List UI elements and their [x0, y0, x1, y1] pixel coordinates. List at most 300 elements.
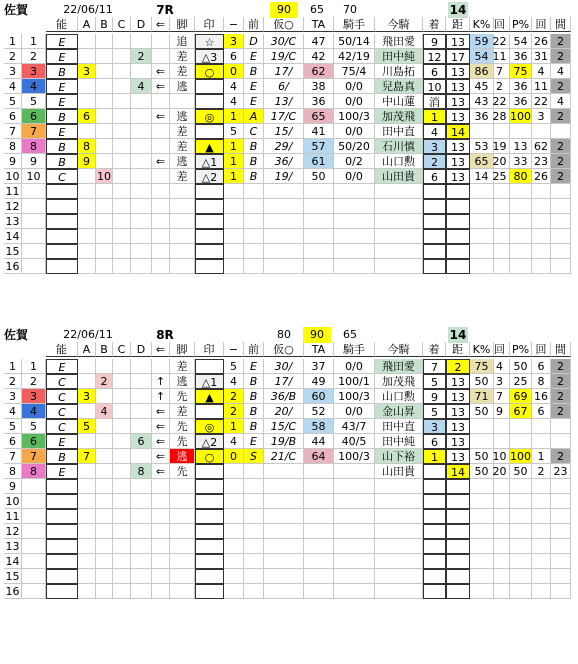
col-header-6: 脚: [170, 342, 195, 357]
cell-r16-c8: [152, 259, 170, 274]
cell-r10-c15: 0/0: [334, 169, 375, 184]
cell-r2-c5: [96, 49, 113, 64]
cell-r4-c16: 兒島真: [375, 79, 423, 94]
cell-r10-c13: 19/: [264, 169, 304, 184]
cell-r5-c6: [113, 94, 131, 109]
cell-r10-c4: [78, 169, 96, 184]
col-header-19: 回: [532, 17, 551, 32]
cell-r15-c15: [334, 569, 375, 584]
cell-r8-c9: 差: [170, 139, 195, 154]
circle-mark: ○: [195, 449, 224, 464]
cell-r5-c8: ⇐: [152, 419, 170, 434]
cell-r4-c2: 4: [22, 404, 46, 419]
cell-r14-c14: [304, 229, 334, 244]
cell-r8-c1: 8: [4, 139, 22, 154]
cell-r10-c8: [152, 494, 170, 509]
cell-r2-c13: 19/C: [264, 49, 304, 64]
cell-r4-c1: 4: [4, 79, 22, 94]
cell-r5-c19: 43: [470, 94, 494, 109]
cell-r3-c23: 4: [551, 64, 571, 79]
cell-r2-c4: [78, 49, 96, 64]
cell-r13-c20: [490, 539, 510, 554]
cell-r14-c15: [334, 229, 375, 244]
cell-r15-c17: [423, 569, 446, 584]
cell-r4-c8: ⇐: [152, 79, 170, 94]
top-value-1: 80: [277, 328, 291, 341]
cell-r16-c4: [78, 584, 96, 599]
cell-r16-c17: [423, 259, 446, 274]
cell-r2-c12: B: [244, 374, 264, 389]
cell-r4-c4: [78, 404, 96, 419]
cell-r9-c3: B: [46, 154, 78, 169]
cell-r4-c9: 差: [170, 404, 195, 419]
cell-r8-c14: [304, 464, 334, 479]
cell-r14-c21: [510, 554, 532, 569]
cell-r1-c18: 2: [446, 359, 470, 374]
cell-r11-c5: [96, 509, 113, 524]
cell-r12-c4: [78, 199, 96, 214]
cell-r11-c6: [113, 509, 131, 524]
cell-r1-c15: 50/14: [334, 34, 375, 49]
cell-r8-c4: [78, 464, 96, 479]
cell-r1-c9: 差: [170, 359, 195, 374]
cell-r15-c10: [195, 244, 224, 259]
cell-r6-c16: 田中純: [375, 434, 423, 449]
cell-r6-c2: 6: [22, 434, 46, 449]
cell-r8-c7: [131, 139, 152, 154]
cell-r14-c12: [244, 554, 264, 569]
cell-r14-c20: [490, 229, 510, 244]
cell-r2-c21: 36: [510, 49, 532, 64]
cell-r6-c3: B: [46, 109, 78, 124]
cell-r11-c6: [113, 184, 131, 199]
cell-r11-c18: [446, 509, 470, 524]
cell-r3-c12: B: [244, 389, 264, 404]
cell-r13-c14: [304, 539, 334, 554]
cell-r4-c15: 0/0: [334, 404, 375, 419]
cell-r15-c3: [46, 569, 78, 584]
cell-r14-c3: [46, 229, 78, 244]
cell-r3-c19: 71: [470, 389, 494, 404]
cell-r7-c2: 7: [22, 449, 46, 464]
cell-r12-c15: [334, 199, 375, 214]
cell-r15-c14: [304, 569, 334, 584]
cell-r14-c13: [264, 554, 304, 569]
cell-r13-c1: [4, 214, 22, 229]
cell-r11-c2: [22, 509, 46, 524]
cell-r2-c23: 2: [551, 49, 571, 64]
cell-r11-c12: [244, 184, 264, 199]
cell-r13-c18: [446, 539, 470, 554]
cell-r2-c16: 田中純: [375, 49, 423, 64]
cell-r2-c1: 2: [4, 49, 22, 64]
cell-r9-c6: [113, 154, 131, 169]
cell-r11-c21: [510, 509, 532, 524]
race-number: 8R: [156, 328, 174, 342]
cell-r13-c6: [113, 539, 131, 554]
cell-r13-c15: [334, 214, 375, 229]
cell-r1-c1: 1: [4, 34, 22, 49]
cell-r7-c2: 7: [22, 124, 46, 139]
cell-r16-c16: [375, 584, 423, 599]
cell-r16-c5: [96, 259, 113, 274]
cell-r1-c1: 1: [4, 359, 22, 374]
cell-r11-c11: [224, 509, 244, 524]
top-value-2: 90: [303, 327, 331, 343]
cell-r8-c14: 57: [304, 139, 334, 154]
cell-r3-c15: 75/4: [334, 64, 375, 79]
cell-r16-c17: [423, 584, 446, 599]
cell-r6-c23: 2: [551, 109, 571, 124]
col-header-16: K%: [470, 342, 494, 357]
cell-r5-c18: 13: [446, 419, 470, 434]
cell-r1-c12: D: [244, 34, 264, 49]
col-header-8: −: [224, 342, 244, 357]
cell-r3-c14: 62: [304, 64, 334, 79]
cell-r2-c11: 6: [224, 49, 244, 64]
cell-r9-c15: 0/2: [334, 154, 375, 169]
cell-r5-c2: 5: [22, 94, 46, 109]
cell-r7-c13: 15/: [264, 124, 304, 139]
cell-r7-c14: 64: [304, 449, 334, 464]
cell-r15-c8: [152, 569, 170, 584]
cell-r6-c21: 100: [510, 110, 531, 123]
row-number: 12: [5, 200, 20, 213]
cell-r7-c9: 逃: [170, 449, 195, 464]
cell-r13-c20: [490, 214, 510, 229]
row-number: 13: [5, 540, 20, 553]
cell-r10-c6: [113, 494, 131, 509]
cell-r2-c3: E: [46, 49, 78, 64]
cell-r5-c9: [170, 94, 195, 109]
cell-r15-c4: [78, 244, 96, 259]
cell-r4-c7: [131, 404, 152, 419]
cell-r16-c9: [170, 584, 195, 599]
cell-r14-c10: [195, 554, 224, 569]
cell-r4-c12: E: [244, 79, 264, 94]
cell-r10-c3: C: [46, 169, 78, 184]
cell-r2-c22: 8: [532, 374, 551, 389]
cell-r11-c14: [304, 509, 334, 524]
cell-r5-c14: 36: [304, 94, 334, 109]
cell-r4-c3: C: [46, 404, 78, 419]
cell-r2-c12: E: [244, 49, 264, 64]
row-number: 11: [5, 510, 20, 523]
cell-r16-c23: [551, 584, 571, 599]
cell-r16-c18: [446, 259, 470, 274]
cell-r2-c8: [152, 49, 170, 64]
cell-r12-c10: [195, 199, 224, 214]
cell-r4-c6: [113, 404, 131, 419]
cell-r14-c17: [423, 229, 446, 244]
cell-r11-c7: [131, 184, 152, 199]
cell-r8-c21: 13: [510, 139, 532, 154]
cell-r4-c13: 6/: [264, 79, 304, 94]
cell-r9-c1: [4, 479, 22, 494]
cell-r13-c3: [46, 539, 78, 554]
cell-r2-c15: 42/19: [334, 49, 375, 64]
cell-r9-c19: 65: [470, 154, 494, 169]
cell-r2-c13: 17/: [264, 374, 304, 389]
cell-r16-c7: [131, 584, 152, 599]
cell-r14-c15: [334, 554, 375, 569]
cell-r9-c9: 逃: [170, 154, 195, 169]
cell-r3-c17: 6: [423, 64, 446, 79]
cell-r12-c13: [264, 199, 304, 214]
cell-r11-c15: [334, 184, 375, 199]
cell-r12-c22: [532, 199, 551, 214]
cell-r16-c23: [551, 259, 571, 274]
cell-r11-c23: [551, 184, 571, 199]
cell-r6-c21: [510, 434, 532, 449]
cell-r10-c9: 差: [170, 169, 195, 184]
race-date: 22/06/11: [63, 3, 113, 16]
cell-r1-c4: [78, 359, 96, 374]
cell-r14-c6: [113, 229, 131, 244]
row-number: 16: [5, 585, 20, 598]
cell-r8-c2: 8: [22, 464, 46, 479]
cell-r16-c8: [152, 584, 170, 599]
cell-r15-c5: [96, 569, 113, 584]
cell-r12-c5: [96, 199, 113, 214]
cell-r12-c22: [532, 524, 551, 539]
cell-r10-c8: [152, 169, 170, 184]
cell-r5-c8: [152, 94, 170, 109]
col-header-15: 距: [446, 342, 470, 357]
cell-r3-c16: 山口勲: [375, 389, 423, 404]
cell-r4-c12: B: [244, 404, 264, 419]
cell-r13-c12: [244, 214, 264, 229]
cell-r8-c13: [264, 464, 304, 479]
cell-r12-c9: [170, 199, 195, 214]
cell-r8-c1: 8: [4, 464, 22, 479]
cell-r9-c7: [131, 479, 152, 494]
col-header-1: A: [78, 342, 96, 357]
cell-r4-c6: [113, 79, 131, 94]
cell-r1-c19: 75: [470, 359, 494, 374]
cell-r13-c21: [510, 214, 532, 229]
cell-r9-c18: 13: [446, 154, 470, 169]
cell-r10-c16: 山田貴: [375, 169, 423, 184]
cell-r8-c16: 石川慎: [375, 139, 423, 154]
triangle-outline-3: △3: [195, 49, 224, 64]
triangle-outline-2: △2: [195, 434, 224, 449]
top-value-3: 65: [343, 328, 357, 341]
cell-r7-c11: 5: [224, 124, 244, 139]
cell-r4-c20: 9: [490, 404, 510, 419]
cell-r1-c12: E: [244, 359, 264, 374]
cell-r15-c16: [375, 569, 423, 584]
cell-r13-c7: [131, 539, 152, 554]
cell-r11-c8: [152, 184, 170, 199]
cell-r4-c14: 52: [304, 404, 334, 419]
cell-r4-c22: 6: [532, 404, 551, 419]
cell-r2-c14: 49: [304, 374, 334, 389]
cell-r11-c8: [152, 509, 170, 524]
cell-r13-c21: [510, 539, 532, 554]
col-header-15: 距: [446, 17, 470, 32]
cell-r8-c23: 23: [551, 464, 571, 479]
cell-r15-c17: [423, 244, 446, 259]
cell-r12-c16: [375, 524, 423, 539]
cell-r1-c19: 59: [470, 34, 494, 49]
top-value-2: 65: [310, 3, 324, 16]
cell-r11-c4: [78, 184, 96, 199]
cell-r16-c15: [334, 259, 375, 274]
cell-r13-c1: [4, 539, 22, 554]
cell-r10-c19: 14: [470, 169, 494, 184]
cell-r9-c5: [96, 479, 113, 494]
cell-r3-c17: 9: [423, 389, 446, 404]
cell-r5-c3: C: [46, 419, 78, 434]
cell-r13-c23: [551, 539, 571, 554]
cell-r15-c1: [4, 244, 22, 259]
cell-r4-c3: E: [46, 79, 78, 94]
col-header-2: B: [96, 17, 113, 32]
cell-r5-c12: E: [244, 94, 264, 109]
cell-r14-c1: [4, 229, 22, 244]
cell-r15-c12: [244, 244, 264, 259]
cell-r8-c9: 先: [170, 464, 195, 479]
row-number: 9: [9, 480, 16, 493]
cell-r10-c5: 10: [97, 170, 111, 183]
cell-r9-c7: [131, 154, 152, 169]
cell-r2-c22: 31: [532, 49, 551, 64]
cell-r6-c15: 100/3: [334, 109, 375, 124]
cell-r6-c13: 17/C: [264, 109, 304, 124]
cell-r2-c8: ↑: [152, 374, 170, 389]
cell-r15-c2: [22, 569, 46, 584]
cell-r13-c12: [244, 539, 264, 554]
cell-r8-c20: 20: [490, 464, 510, 479]
cell-r5-c11: 4: [224, 94, 244, 109]
cell-r8-c11: [224, 464, 244, 479]
cell-r9-c13: 36/: [264, 154, 304, 169]
cell-r8-c22: 62: [532, 139, 551, 154]
cell-r16-c7: [131, 259, 152, 274]
cell-r6-c15: 40/5: [334, 434, 375, 449]
cell-r8-c19: 50: [470, 464, 494, 479]
cell-r4-c4: [78, 79, 96, 94]
cell-r16-c3: [46, 584, 78, 599]
cell-r13-c16: [375, 214, 423, 229]
cell-r1-c17: 7: [423, 359, 446, 374]
cell-r14-c16: [375, 554, 423, 569]
cell-r8-c10: [195, 464, 224, 479]
cell-r9-c2: [22, 479, 46, 494]
cell-r8-c3: B: [46, 139, 78, 154]
cell-r9-c5: [96, 154, 113, 169]
cell-r1-c21: 54: [510, 34, 532, 49]
cell-r5-c3: E: [46, 94, 78, 109]
cell-r5-c21: [510, 419, 532, 434]
cell-r2-c4: [78, 374, 96, 389]
cell-r15-c18: [446, 569, 470, 584]
cell-r16-c21: [510, 259, 532, 274]
cell-r10-c2: [22, 494, 46, 509]
cell-r10-c14: [304, 494, 334, 509]
cell-r3-c23: 2: [551, 389, 571, 404]
cell-r16-c4: [78, 259, 96, 274]
cell-r1-c23: 2: [551, 34, 571, 49]
cell-r1-c3: E: [46, 34, 78, 49]
cell-r1-c10: [195, 359, 224, 374]
cell-r6-c7: 6: [131, 434, 152, 449]
cell-r8-c12: B: [244, 139, 264, 154]
row-number: 11: [5, 185, 20, 198]
row-number: 12: [5, 525, 20, 538]
cell-r5-c15: 43/7: [334, 419, 375, 434]
cell-r6-c20: [490, 434, 510, 449]
cell-r5-c2: 5: [22, 419, 46, 434]
cell-r6-c2: 6: [22, 109, 46, 124]
cell-r8-c17: [423, 464, 446, 479]
cell-r8-c11: 1: [224, 139, 244, 154]
cell-r12-c11: [224, 524, 244, 539]
cell-r12-c5: [96, 524, 113, 539]
cell-r3-c9: 差: [170, 64, 195, 79]
double-circle-mark: ◎: [195, 109, 224, 124]
cell-r7-c22: [532, 124, 551, 139]
cell-r1-c11: 3: [224, 34, 244, 49]
cell-r10-c23: 2: [551, 169, 571, 184]
triangle-mark: ▲: [195, 139, 224, 154]
cell-r11-c9: [170, 509, 195, 524]
cell-r7-c14: 41: [304, 124, 334, 139]
cell-r14-c16: [375, 229, 423, 244]
cell-r16-c1: [4, 584, 22, 599]
cell-r1-c17: 9: [423, 34, 446, 49]
cell-r15-c6: [113, 244, 131, 259]
cell-r4-c18: 13: [446, 404, 470, 419]
col-header-12: 騎手: [334, 342, 375, 357]
cell-r12-c6: [113, 524, 131, 539]
cell-r13-c5: [96, 539, 113, 554]
cell-r9-c12: [244, 479, 264, 494]
cell-r3-c5: [96, 389, 113, 404]
cell-r4-c5: 4: [96, 404, 113, 419]
cell-r13-c4: [78, 214, 96, 229]
cell-r7-c7: [131, 124, 152, 139]
cell-r7-c3: E: [46, 124, 78, 139]
cell-r4-c15: 0/0: [334, 79, 375, 94]
cell-r6-c4: [78, 434, 96, 449]
col-header-20: 間: [551, 17, 571, 32]
cell-r5-c1: 5: [4, 94, 22, 109]
cell-r13-c8: [152, 539, 170, 554]
cell-r6-c22: [532, 434, 551, 449]
col-header-7: 印: [195, 342, 224, 357]
cell-r13-c2: [22, 214, 46, 229]
cell-r7-c19: 50: [470, 449, 494, 464]
cell-r14-c11: [224, 554, 244, 569]
cell-r3-c13: 17/: [264, 64, 304, 79]
cell-r9-c20: 20: [490, 154, 510, 169]
cell-r2-c16: 加茂飛: [375, 374, 423, 389]
cell-r16-c14: [304, 584, 334, 599]
cell-r6-c18: 13: [446, 109, 470, 124]
cell-r12-c1: [4, 199, 22, 214]
cell-r14-c4: [78, 554, 96, 569]
cell-r6-c11: 1: [224, 109, 244, 124]
cell-r14-c11: [224, 229, 244, 244]
cell-r15-c6: [113, 569, 131, 584]
cell-r13-c13: [264, 214, 304, 229]
cell-r12-c2: [22, 524, 46, 539]
cell-r7-c17: 4: [423, 124, 446, 139]
cell-r4-c7: 4: [131, 79, 152, 94]
cell-r9-c10: [195, 479, 224, 494]
